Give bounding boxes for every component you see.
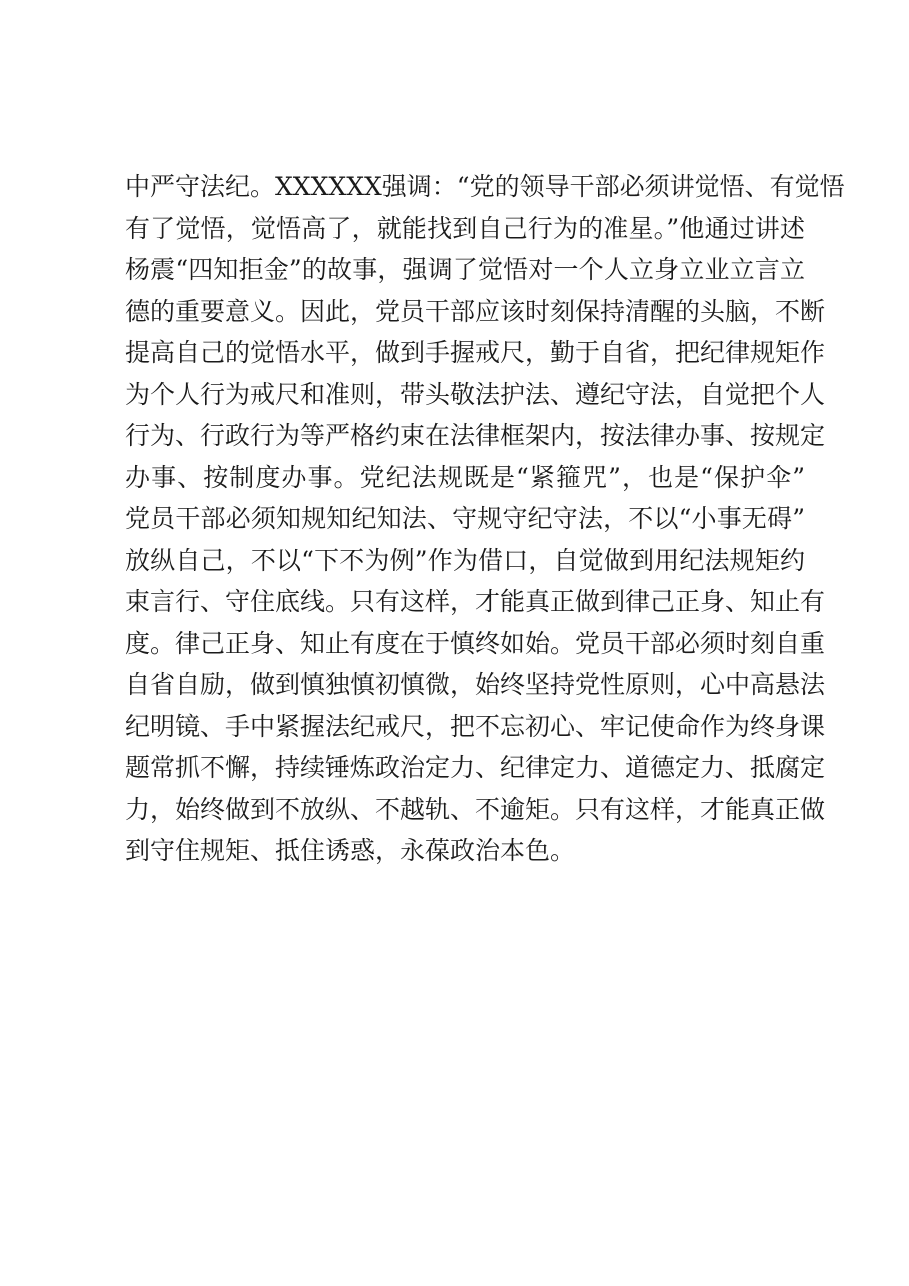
paragraph-line: 自省自励，做到慎独慎初慎微，始终坚持党性原则，心中高悬法: [125, 670, 826, 699]
paragraph-line: 放纵自己，不以“下不为例”作为借口，自觉做到用纪法规矩约: [125, 545, 805, 575]
paragraph-line: 到守住规矩、抵住诱惑，永葆政治本色。: [125, 836, 576, 865]
paragraph-line: 中严守法纪。XXXXXX强调：“党的领导干部必须讲觉悟、有觉悟: [125, 172, 845, 201]
paragraph-line: 杨震“四知拒金”的故事，强调了觉悟对一个人立身立业立言立: [125, 255, 805, 284]
body-paragraph: [125, 166, 845, 872]
paragraph-line: 纪明镜、手中紧握法纪戒尺，把不忘初心、牢记使命作为终身课: [125, 711, 826, 741]
paragraph-line: 行为、行政行为等严格约束在法律框架内，按法律办事、按规定: [125, 421, 826, 450]
paragraph-line: 为个人行为戒尺和准则，带头敬法护法、遵纪守法，自觉把个人: [125, 379, 826, 409]
paragraph-line: 办事、按制度办事。党纪法规既是“紧箍咒”，也是“保护伞”: [125, 462, 805, 492]
paragraph-line: 力，始终做到不放纵、不越轨、不逾矩。只有这样，才能真正做: [125, 794, 826, 824]
paragraph-line: 有了觉悟，觉悟高了，就能找到自己行为的准星。”他通过讲述: [125, 213, 805, 243]
paragraph-line: 提高自己的觉悟水平，做到手握戒尺，勤于自省，把纪律规矩作: [125, 338, 826, 367]
paragraph-line: 题常抓不懈，持续锤炼政治定力、纪律定力、道德定力、抵腐定: [125, 753, 826, 782]
paragraph-line: 度。律己正身、知止有度在于慎终如始。党员干部必须时刻自重: [125, 628, 826, 658]
paragraph-line: 德的重要意义。因此，党员干部应该时刻保持清醒的头脑，不断: [125, 296, 826, 326]
paragraph-line: 党员干部必须知规知纪知法、守规守纪守法，不以“小事无碍”: [125, 504, 805, 533]
paragraph-line: 束言行、守住底线。只有这样，才能真正做到律己正身、知止有: [125, 587, 826, 616]
